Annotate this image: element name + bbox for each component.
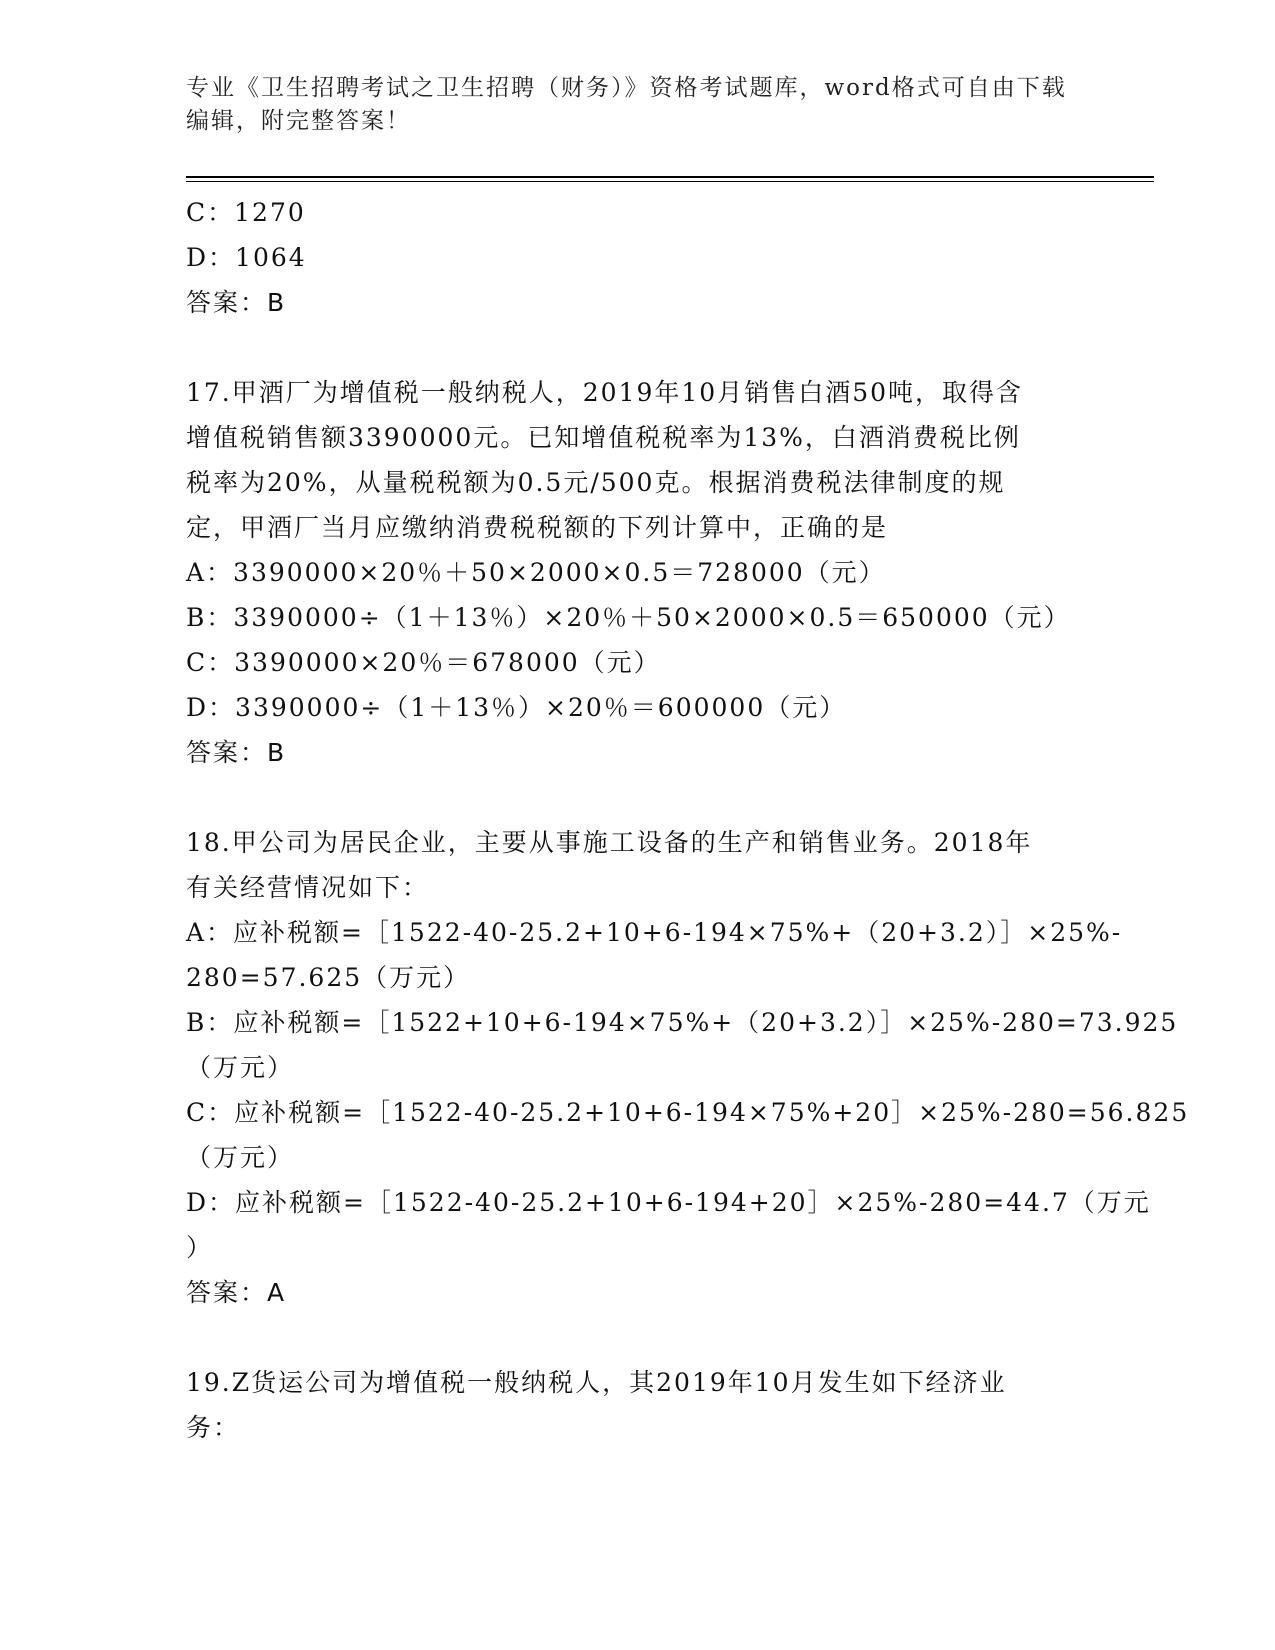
q18-option-c: C：应补税额=［1522-40-25.2+10+6-194×75%+20］×25%-280=56.825 [186, 1098, 1190, 1127]
q17-option-b: B：3390000÷（1＋13％）×20％＋50×2000×0.5＝650000（元） [186, 603, 1071, 632]
question-18 [186, 820, 1190, 1315]
header-divider-thin [186, 181, 1154, 182]
q16-option-c: C：1270 [186, 198, 306, 227]
question-17 [186, 370, 1086, 775]
question-19 [186, 1360, 1086, 1450]
header-divider-thick [186, 176, 1154, 178]
q18-option-c-cont: （万元） [186, 1143, 295, 1172]
q17-answer: 答案：B [186, 738, 287, 767]
q17-stem-line: 定，甲酒厂当月应缴纳消费税税额的下列计算中，正确的是 [186, 513, 889, 542]
q18-stem-line: 18.甲公司为居民企业，主要从事施工设备的生产和销售业务。2018年 [186, 828, 1033, 857]
q18-answer: 答案：A [186, 1278, 287, 1307]
q19-stem-line: 务： [186, 1413, 241, 1442]
q17-option-a: A：3390000×20％＋50×2000×0.5＝728000（元） [186, 558, 886, 587]
spacer [186, 325, 1086, 370]
q17-option-d: D：3390000÷（1＋13％）×20％＝600000（元） [186, 693, 847, 722]
q18-option-d-cont: ） [186, 1233, 214, 1262]
q18-option-a-cont: 280=57.625（万元） [186, 963, 471, 992]
q18-option-b-cont: （万元） [186, 1053, 295, 1082]
spacer [186, 775, 1086, 820]
q18-option-d: D：应补税额=［1522-40-25.2+10+6-194+20］×25%-280=44.7（万元 [186, 1188, 1151, 1217]
header-line-2: 编辑，附完整答案！ [186, 108, 411, 134]
q17-stem-line: 增值税销售额3390000元。已知增值税税率为13%，白酒消费税比例 [186, 423, 1021, 452]
q18-stem-line: 有关经营情况如下： [186, 873, 430, 902]
q17-option-c: C：3390000×20％＝678000（元） [186, 648, 661, 677]
q18-option-b: B：应补税额=［1522+10+6-194×75%+（20+3.2）］×25%-280=73.925 [186, 1008, 1179, 1037]
page-header [186, 72, 1086, 138]
spacer [186, 1315, 1086, 1360]
header-line-1: 专业《卫生招聘考试之卫生招聘（财务）》资格考试题库，word格式可自由下载 [186, 75, 1067, 101]
q19-stem-line: 19.Z货运公司为增值税一般纳税人，其2019年10月发生如下经济业 [186, 1368, 1007, 1397]
q18-option-a: A：应补税额=［1522-40-25.2+10+6-194×75%+（20+3.2）］×25%- [186, 918, 1123, 947]
q16-option-d: D：1064 [186, 243, 307, 272]
q17-stem-line: 税率为20%，从量税税额为0.5元/500克。根据消费税法律制度的规 [186, 468, 1006, 497]
question-content [186, 190, 1190, 1450]
q17-stem-line: 17.甲酒厂为增值税一般纳税人，2019年10月销售白酒50吨，取得含 [186, 378, 1024, 407]
q16-answer: 答案：B [186, 288, 287, 317]
